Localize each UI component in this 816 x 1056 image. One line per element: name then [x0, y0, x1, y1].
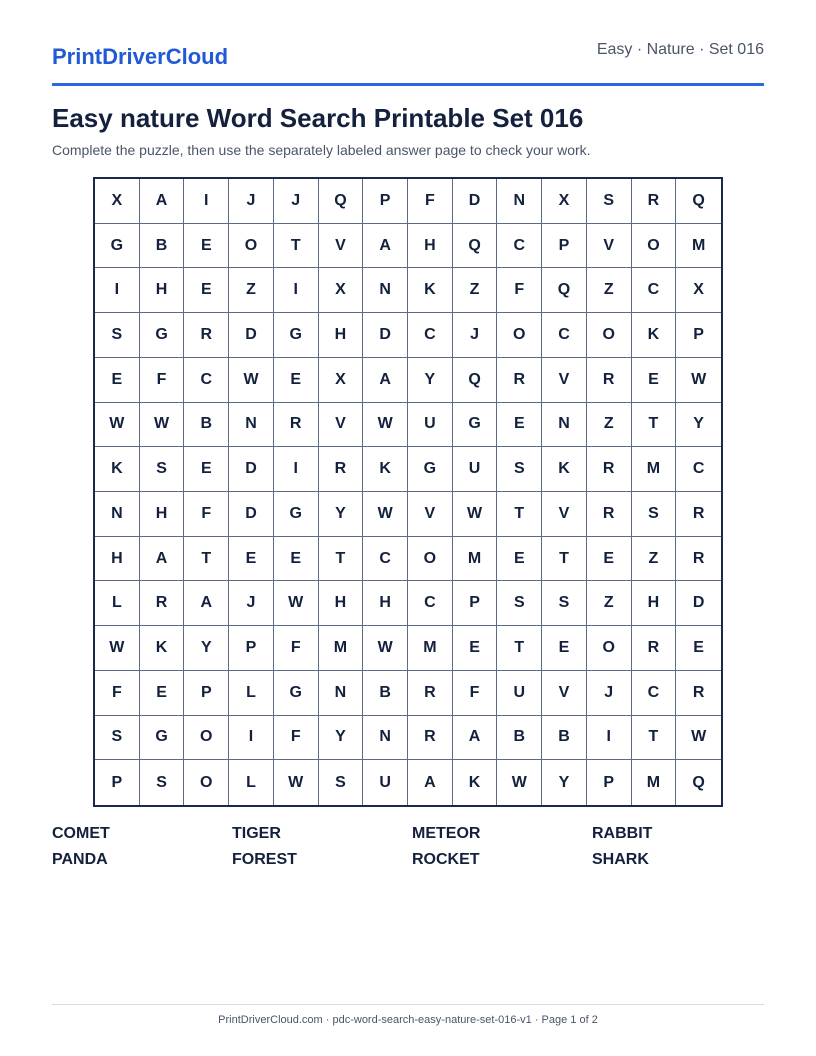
grid-cell: P	[229, 626, 274, 671]
grid-cell: E	[184, 447, 229, 492]
grid-cell: Y	[319, 716, 364, 761]
grid-cell: S	[319, 760, 364, 805]
grid-cell: O	[587, 626, 632, 671]
grid-cell: F	[95, 671, 140, 716]
grid-cell: F	[274, 626, 319, 671]
grid-cell: N	[542, 403, 587, 448]
grid-cell: F	[453, 671, 498, 716]
grid-cell: P	[363, 179, 408, 224]
grid-cell: I	[587, 716, 632, 761]
grid-cell: Q	[319, 179, 364, 224]
grid-cell: D	[676, 581, 721, 626]
grid-cell: Z	[632, 537, 677, 582]
grid-cell: H	[95, 537, 140, 582]
grid-cell: T	[497, 626, 542, 671]
page-title: Easy nature Word Search Printable Set 016	[52, 103, 584, 133]
grid-cell: I	[184, 179, 229, 224]
grid-cell: W	[140, 403, 185, 448]
grid-cell: W	[363, 403, 408, 448]
grid-cell: V	[319, 224, 364, 269]
grid-cell: C	[542, 313, 587, 358]
grid-cell: E	[497, 537, 542, 582]
grid-cell: E	[274, 537, 319, 582]
grid-cell: C	[497, 224, 542, 269]
grid-cell: Y	[542, 760, 587, 805]
grid-cell: E	[542, 626, 587, 671]
grid-cell: X	[542, 179, 587, 224]
grid-cell: K	[363, 447, 408, 492]
grid-cell: G	[453, 403, 498, 448]
grid-cell: M	[319, 626, 364, 671]
grid-cell: T	[632, 403, 677, 448]
puzzle-meta: Easy · Nature · Set 016	[596, 41, 764, 58]
grid-cell: L	[95, 581, 140, 626]
grid-cell: O	[497, 313, 542, 358]
grid-cell: I	[274, 447, 319, 492]
grid-cell: E	[184, 224, 229, 269]
grid-cell: K	[453, 760, 498, 805]
grid-cell: F	[408, 179, 453, 224]
grid-cell: M	[676, 224, 721, 269]
grid-cell: W	[95, 403, 140, 448]
grid-cell: R	[676, 671, 721, 716]
grid-cell: O	[229, 224, 274, 269]
grid-cell: D	[229, 492, 274, 537]
word-list-item: TIGER	[232, 825, 281, 842]
grid-cell: N	[229, 403, 274, 448]
grid-cell: D	[229, 447, 274, 492]
grid-cell: S	[140, 447, 185, 492]
word-list-item: RABBIT	[592, 825, 653, 842]
grid-cell: N	[363, 716, 408, 761]
grid-cell: F	[184, 492, 229, 537]
page-footer: PrintDriverCloud.com · pdc-word-search-easy-nature-set-016-v1 · Page 1 of 2	[218, 1014, 598, 1026]
grid-cell: W	[274, 581, 319, 626]
grid-cell: R	[184, 313, 229, 358]
grid-cell: W	[363, 626, 408, 671]
grid-cell: W	[497, 760, 542, 805]
grid-cell: Q	[676, 179, 721, 224]
grid-cell: S	[542, 581, 587, 626]
grid-cell: F	[274, 716, 319, 761]
grid-cell: M	[408, 626, 453, 671]
grid-cell: T	[497, 492, 542, 537]
grid-cell: H	[140, 268, 185, 313]
grid-cell: T	[319, 537, 364, 582]
grid-cell: T	[274, 224, 319, 269]
grid-cell: G	[274, 671, 319, 716]
grid-cell: O	[184, 760, 229, 805]
grid-cell: W	[453, 492, 498, 537]
grid-cell: M	[632, 447, 677, 492]
grid-cell: N	[95, 492, 140, 537]
word-list	[52, 825, 764, 869]
grid-cell: E	[229, 537, 274, 582]
grid-cell: L	[229, 671, 274, 716]
grid-cell: R	[408, 671, 453, 716]
grid-cell: E	[587, 537, 632, 582]
grid-cell: T	[542, 537, 587, 582]
grid-cell: S	[140, 760, 185, 805]
grid-cell: R	[676, 537, 721, 582]
grid-cell: U	[453, 447, 498, 492]
grid-cell: Q	[692, 773, 705, 791]
grid-cell: C	[632, 268, 677, 313]
grid-cell: X	[95, 179, 140, 224]
grid-cell: F	[497, 268, 542, 313]
grid-cell: S	[95, 313, 140, 358]
grid-cell: C	[408, 581, 453, 626]
grid-cell: U	[363, 760, 408, 805]
grid-cell: B	[497, 716, 542, 761]
grid-cell: V	[542, 358, 587, 403]
grid-cell: A	[363, 358, 408, 403]
grid-cell: P	[184, 671, 229, 716]
grid-cell: S	[587, 179, 632, 224]
grid-cell: R	[632, 626, 677, 671]
grid-cell: A	[453, 716, 498, 761]
grid-cell: U	[408, 403, 453, 448]
grid-cell: J	[587, 671, 632, 716]
grid-cell: H	[363, 581, 408, 626]
grid-cell: Q	[453, 358, 498, 403]
grid-cell: K	[95, 447, 140, 492]
word-list-item: SHARK	[592, 851, 649, 868]
grid-cell: J	[229, 581, 274, 626]
grid-cell: V	[542, 671, 587, 716]
grid-cell: J	[229, 179, 274, 224]
grid-cell: E	[497, 403, 542, 448]
grid-cell: Y	[184, 626, 229, 671]
grid-cell: V	[587, 224, 632, 269]
grid-cell: X	[319, 268, 364, 313]
grid-cell: W	[676, 358, 721, 403]
grid-cell: A	[408, 760, 453, 805]
grid-cell: P	[542, 224, 587, 269]
grid-cell: A	[363, 224, 408, 269]
word-list-item: METEOR	[412, 825, 481, 842]
grid-cell: R	[140, 581, 185, 626]
grid-cell: B	[184, 403, 229, 448]
grid-cell: Q	[453, 224, 498, 269]
grid-cell: I	[229, 716, 274, 761]
grid-cell: C	[676, 447, 721, 492]
grid-cell: A	[184, 581, 229, 626]
footer-divider	[52, 1004, 764, 1005]
grid-cell: V	[542, 492, 587, 537]
grid-cell: G	[274, 492, 319, 537]
grid-cell: R	[587, 358, 632, 403]
grid-cell: R	[274, 403, 319, 448]
grid-cell: M	[453, 537, 498, 582]
grid-cell: B	[140, 224, 185, 269]
word-list-item: ROCKET	[412, 851, 480, 868]
grid-cell: S	[632, 492, 677, 537]
grid-cell: R	[632, 179, 677, 224]
word-list-item: PANDA	[52, 851, 108, 868]
grid-cell: O	[632, 224, 677, 269]
grid-cell: C	[408, 313, 453, 358]
word-list-item: COMET	[52, 825, 110, 842]
grid-cell: X	[676, 268, 721, 313]
grid-cell: T	[184, 537, 229, 582]
grid-cell: R	[319, 447, 364, 492]
grid-cell: G	[95, 224, 140, 269]
word-search-grid	[93, 177, 723, 807]
grid-cell: G	[140, 716, 185, 761]
grid-cell: W	[676, 716, 721, 761]
grid-cell: R	[676, 492, 721, 537]
grid-cell: C	[184, 358, 229, 403]
grid-cell: W	[363, 492, 408, 537]
grid-cell: I	[95, 268, 140, 313]
grid-cell: G	[274, 313, 319, 358]
grid-cell: E	[95, 358, 140, 403]
grid-cell: K	[140, 626, 185, 671]
grid-cell: H	[408, 224, 453, 269]
grid-cell: D	[453, 179, 498, 224]
grid-cell: P	[95, 760, 140, 805]
grid-cell: P	[676, 313, 721, 358]
grid-cell: C	[632, 671, 677, 716]
grid-cell: Y	[319, 492, 364, 537]
grid-cell: J	[274, 179, 319, 224]
grid-cell: Z	[587, 403, 632, 448]
grid-cell: J	[453, 313, 498, 358]
grid-cell: P	[587, 760, 632, 805]
grid-cell: R	[497, 358, 542, 403]
grid-cell: Y	[676, 403, 721, 448]
grid-cell: S	[497, 447, 542, 492]
grid-cell: E	[184, 268, 229, 313]
grid-cell: E	[676, 626, 721, 671]
grid-cell: B	[542, 716, 587, 761]
grid-cell: N	[319, 671, 364, 716]
grid-cell: L	[229, 760, 274, 805]
grid-cell: H	[319, 581, 364, 626]
grid-cell: H	[632, 581, 677, 626]
grid-cell: Z	[587, 268, 632, 313]
grid-cell: O	[184, 716, 229, 761]
grid-cell: F	[140, 358, 185, 403]
grid-cell: V	[319, 403, 364, 448]
grid-cell: D	[363, 313, 408, 358]
grid-cell: E	[274, 358, 319, 403]
grid-cell: Z	[453, 268, 498, 313]
grid-cell: K	[408, 268, 453, 313]
grid-cell: N	[497, 179, 542, 224]
grid-cell: X	[319, 358, 364, 403]
grid-cell: A	[140, 179, 185, 224]
brand-logo: PrintDriverCloud	[52, 44, 229, 69]
grid-cell: R	[408, 716, 453, 761]
grid-cell: T	[632, 716, 677, 761]
grid-cell: S	[497, 581, 542, 626]
header-divider	[52, 83, 764, 86]
grid-cell: Z	[587, 581, 632, 626]
grid-cell: E	[140, 671, 185, 716]
grid-cell: K	[542, 447, 587, 492]
grid-cell: B	[363, 671, 408, 716]
grid-cell: Z	[229, 268, 274, 313]
grid-cell: O	[587, 313, 632, 358]
grid-cell: W	[274, 760, 319, 805]
grid-cell: W	[95, 626, 140, 671]
grid-cell: E	[632, 358, 677, 403]
grid-cell: I	[274, 268, 319, 313]
grid-cell: W	[229, 358, 274, 403]
word-list-item: FOREST	[232, 851, 297, 868]
grid-cell: A	[140, 537, 185, 582]
grid-cell: G	[140, 313, 185, 358]
grid-cell: O	[408, 537, 453, 582]
grid-cell: M	[632, 760, 677, 805]
grid-cell: H	[319, 313, 364, 358]
grid-cell: U	[497, 671, 542, 716]
grid-cell: D	[229, 313, 274, 358]
grid-cell: E	[453, 626, 498, 671]
grid-cell: C	[363, 537, 408, 582]
grid-cell: V	[408, 492, 453, 537]
grid-cell: P	[453, 581, 498, 626]
grid-cell: Y	[408, 358, 453, 403]
grid-cell: S	[95, 716, 140, 761]
grid-cell: Q	[542, 268, 587, 313]
grid-cell: R	[587, 492, 632, 537]
grid-cell: R	[587, 447, 632, 492]
grid-cell: K	[632, 313, 677, 358]
grid-cell: H	[140, 492, 185, 537]
grid-cell: N	[363, 268, 408, 313]
grid-cell: G	[408, 447, 453, 492]
page-subtitle: Complete the puzzle, then use the separately labeled answer page to check your work.	[52, 142, 591, 158]
